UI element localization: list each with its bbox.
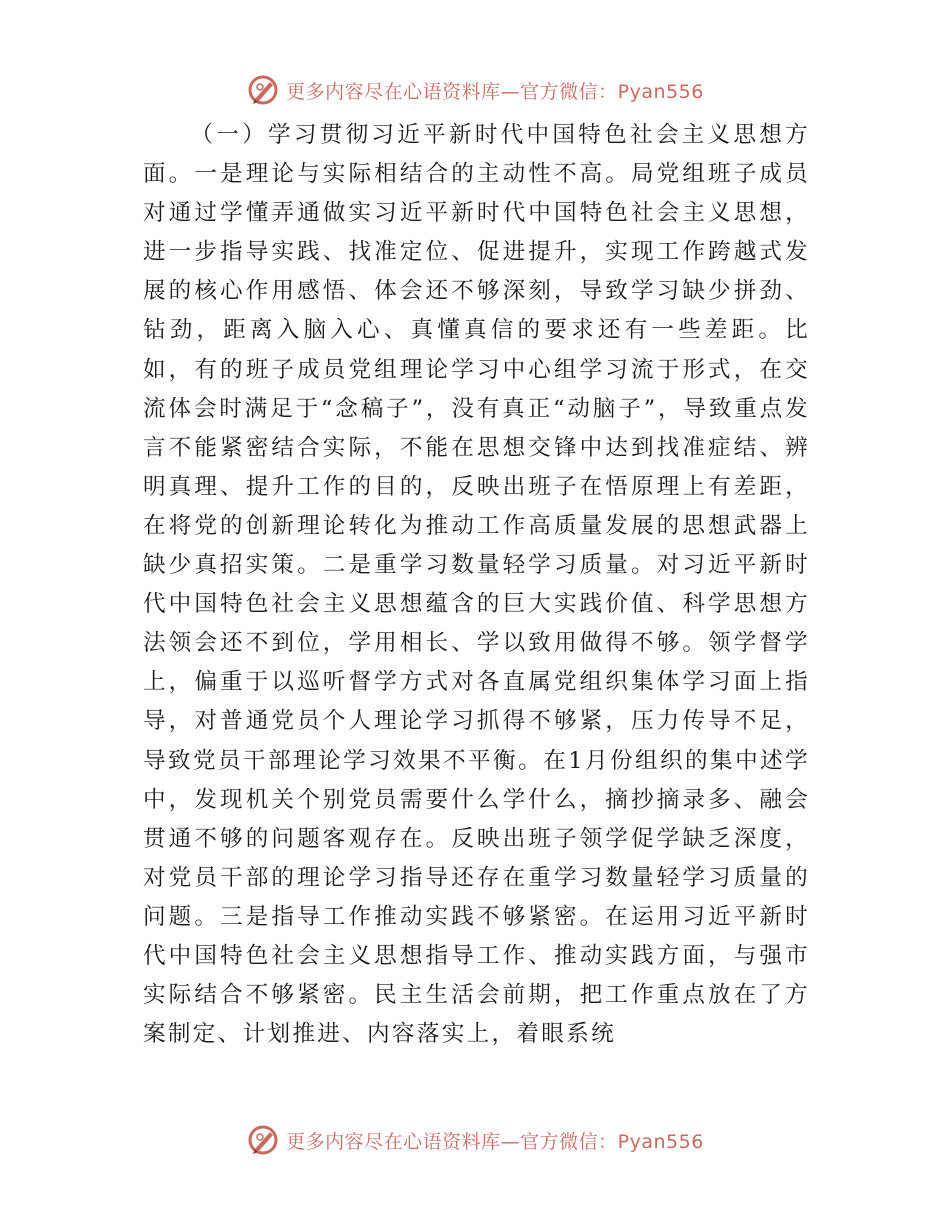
pen-logo-icon [246, 73, 280, 107]
body-paragraph: （一）学习贯彻习近平新时代中国特色社会主义思想方面。一是理论与实际相结合的主动性不高。局党组班子成员对通过学懂弄通做实习近平新时代中国特色社会主义思想，进一步指导实践、找准定位、促进提升，实现工作跨越式发展的核心作用感悟、体会还不够深刻，导致学习缺少拼劲、钻劲，距离入脑入心、真懂真信的要求还有一些差距。比如，有的班子成员党组理论学习中心组学习流于形式，在交流体会时满足于“念稿子”，没有真正“动脑子”，导致重点发言不能紧密结合实际，不能在思想交锋中达到找准症结、辨明真理、提升工作的目的，反映出班子在悟原理上有差距，在将党的创新理论转化为推动工作高质量发展的思想武器上缺少真招实策。二是重学习数量轻学习质量。对习近平新时代中国特色社会主义思想蕴含的巨大实践价值、科学思想方法领会还不到位，学用相长、学以致用做得不够。领学督学上，偏重于以巡听督学方式对各直属党组织集体学习面上指导，对普通党员个人理论学习抓得不够紧，压力传导不足，导致党员干部理论学习效果不平衡。在1月份组织的集中述学中，发现机关个别党员需要什么学什么，摘抄摘录多、融会贯通不够的问题客观存在。反映出班子领学促学缺乏深度，对党员干部的理论学习指导还存在重学习数量轻学习质量的问题。三是指导工作推动实践不够紧密。在运用习近平新时代中国特色社会主义思想指导工作、推动实践方面，与强市实际结合不够紧密。民主生活会前期，把工作重点放在了方案制定、计划推进、内容落实上，着眼系统 [143, 122, 810, 1048]
header-watermark [0, 70, 950, 110]
pen-logo-icon [246, 1123, 280, 1157]
watermark-text: 更多内容尽在心语资料库—官方微信：Pyan556 [286, 80, 704, 103]
document-body [143, 116, 810, 1054]
footer-watermark [0, 1120, 950, 1160]
watermark-text: 更多内容尽在心语资料库—官方微信：Pyan556 [286, 1130, 704, 1153]
